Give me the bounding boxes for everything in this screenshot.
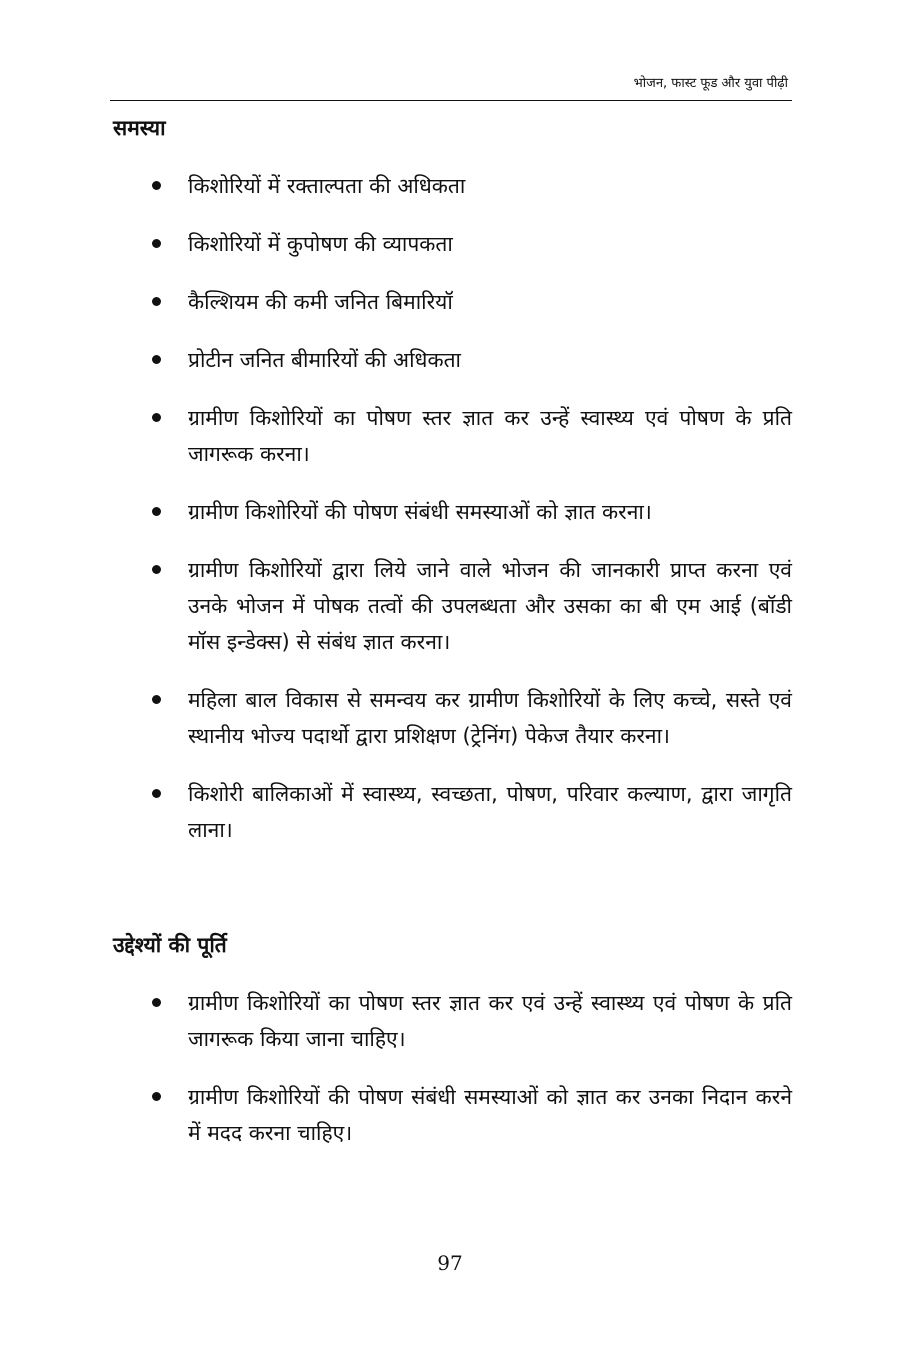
list-item-text: ग्रामीण किशोरियों की पोषण संबंधी समस्याओं को ज्ञात कर उनका निदान करने में मदद करना चाहिए। xyxy=(188,1085,792,1145)
bullet-icon xyxy=(152,998,161,1007)
list-item xyxy=(145,342,792,378)
bullet-icon xyxy=(152,507,161,516)
list-item xyxy=(145,284,792,320)
running-header: भोजन, फास्ट फूड और युवा पीढ़ी xyxy=(633,76,788,91)
list-item xyxy=(145,985,792,1057)
list-item-text: कैल्शियम की कमी जनित बिमारियॉ xyxy=(188,290,453,314)
list-item xyxy=(145,1079,792,1151)
bullet-icon xyxy=(152,413,161,422)
bullet-icon xyxy=(152,239,161,248)
list-item-text: ग्रामीण किशोरियों का पोषण स्तर ज्ञात कर एवं उन्हें स्वास्थ्य एवं पोषण के प्रति जागरूक किया जाना चाहिए। xyxy=(188,991,792,1051)
problems-list xyxy=(145,168,792,848)
header-rule xyxy=(110,100,792,101)
list-item xyxy=(145,682,792,754)
list-item-text: किशोरी बालिकाओं में स्वास्थ्य, स्वच्छता, पोषण, परिवार कल्याण, द्वारा जागृति लाना। xyxy=(188,782,792,842)
bullet-icon xyxy=(152,355,161,364)
bullet-icon xyxy=(152,181,161,190)
list-item xyxy=(145,400,792,472)
list-item-text: ग्रामीण किशोरियों का पोषण स्तर ज्ञात कर उन्हें स्वास्थ्य एवं पोषण के प्रति जागरूक करना। xyxy=(188,406,792,466)
bullet-icon xyxy=(152,695,161,704)
list-item xyxy=(145,552,792,660)
bullet-icon xyxy=(152,1092,161,1101)
section-heading-problems: समस्या xyxy=(113,116,166,140)
list-item-text: किशोरियों में रक्ताल्पता की अधिकता xyxy=(188,174,466,198)
list-item xyxy=(145,168,792,204)
objectives-list xyxy=(145,985,792,1151)
list-item-text: प्रोटीन जनित बीमारियों की अधिकता xyxy=(188,348,461,372)
list-item-text: महिला बाल विकास से समन्वय कर ग्रामीण किशोरियों के लिए कच्चे, सस्ते एवं स्थानीय भोज्य पदार्थो द्वारा प्रशिक्षण (ट्रेनिंग) पेकेज तैयार करना। xyxy=(188,688,792,748)
bullet-icon xyxy=(152,297,161,306)
list-item xyxy=(145,776,792,848)
section-heading-objectives: उद्देश्यों की पूर्ति xyxy=(113,933,227,957)
list-item xyxy=(145,494,792,530)
list-item-text: ग्रामीण किशोरियों द्वारा लिये जाने वाले भोजन की जानकारी प्राप्त करना एवं उनके भोजन में पोषक तत्वों की उपलब्धता और उसका का बी एम आई (बॉडी मॉस इन्डेक्स) से संबंध ज्ञात करना। xyxy=(188,558,792,654)
page-number: 97 xyxy=(437,1251,463,1275)
list-item-text: ग्रामीण किशोरियों की पोषण संबंधी समस्याओं को ज्ञात करना। xyxy=(188,500,652,524)
bullet-icon xyxy=(152,565,161,574)
list-item xyxy=(145,226,792,262)
bullet-icon xyxy=(152,789,161,798)
list-item-text: किशोरियों में कुपोषण की व्यापकता xyxy=(188,232,453,256)
